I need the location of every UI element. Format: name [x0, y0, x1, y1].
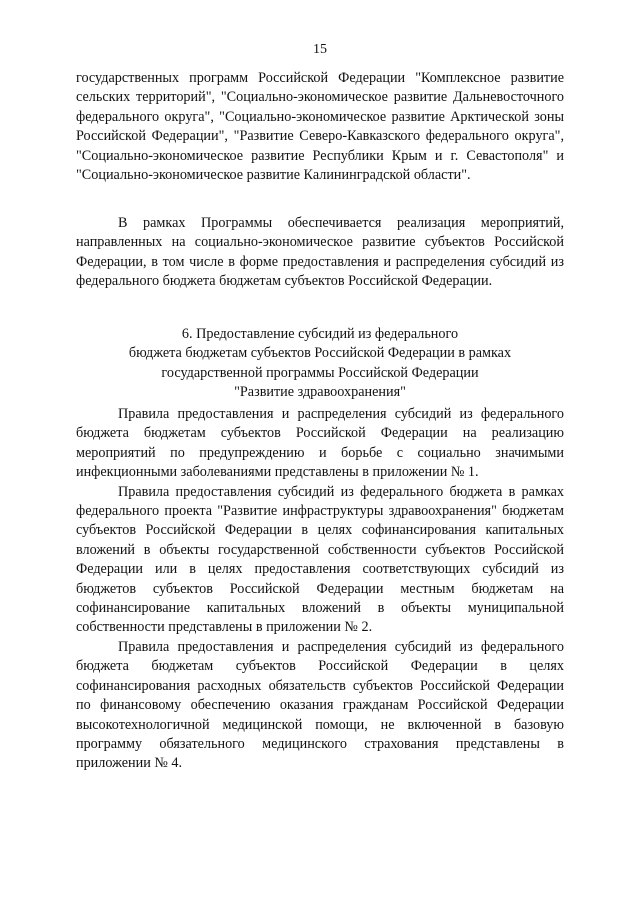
- text-block-program-scope: [76, 214, 564, 292]
- section-title-line-2: бюджета бюджетам субъектов Российской Федерации в рамках: [128, 345, 512, 362]
- section-title-line-3: государственной программы Российской Федерации: [161, 364, 479, 381]
- text-block-top: [76, 69, 564, 185]
- paragraph-program-scope: В рамках Программы обеспечивается реализация мероприятий, направленных на социально-экономическое развитие субъектов Российской Федерации, в том числе в форме предоставления и распределения субсидий из федерального бюджета бюджетам субъектов Российской Федерации.: [76, 215, 564, 290]
- page-number: 15: [313, 42, 327, 57]
- text-block-rules: [76, 405, 564, 774]
- section-heading: [76, 325, 564, 403]
- paragraph-rules-appendix-2: Правила предоставления субсидий из федерального бюджета в рамках федерального проекта "Развитие инфраструктуры здравоохранения" бюджетам субъектов Российской Федерации в целях софинансирования капитальных вложений в объекты государственной собственности субъектов Российской Федерации или в целях предоставления соответствующих субсидий из бюджетов субъектов Российской Федерации местным бюджетам на софинансирование капитальных вложений в объекты муниципальной собственности представлены в приложении № 2.: [76, 483, 564, 636]
- section-title-line-4: "Развитие здравоохранения": [234, 384, 406, 401]
- section-title-line-1: 6. Предоставление субсидий из федерального: [181, 326, 459, 342]
- paragraph-rules-appendix-1: Правила предоставления и распределения субсидий из федерального бюджета бюджетам субъектов Российской Федерации на реализацию мероприятий по предупреждению и борьбе с социально значимыми инфекционными заболеваниями представлены в приложении № 1.: [76, 406, 564, 481]
- paragraph-programs-list: государственных программ Российской Федерации "Комплексное развитие сельских территорий", "Социально-экономическое развитие Дальневосточного федерального округа", "Социально-экономическое развитие Арктической зоны Российской Федерации", "Развитие Северо-Кавказского федерального округа", "Социально-экономическое развитие Республики Крым и г. Севастополя" и "Социально-экономическое развитие Калининградской области".: [76, 70, 564, 184]
- section-title: [76, 325, 564, 403]
- paragraph-rules-appendix-4: Правила предоставления и распределения субсидий из федерального бюджета бюджетам субъектов Российской Федерации в целях софинансирования расходных обязательств субъектов Российской Федерации по финансовому обеспечению оказания гражданам Российской Федерации высокотехнологичной медицинской помощи, не включенной в базовую программу обязательного медицинского страхования представлены в приложении № 4.: [76, 638, 564, 772]
